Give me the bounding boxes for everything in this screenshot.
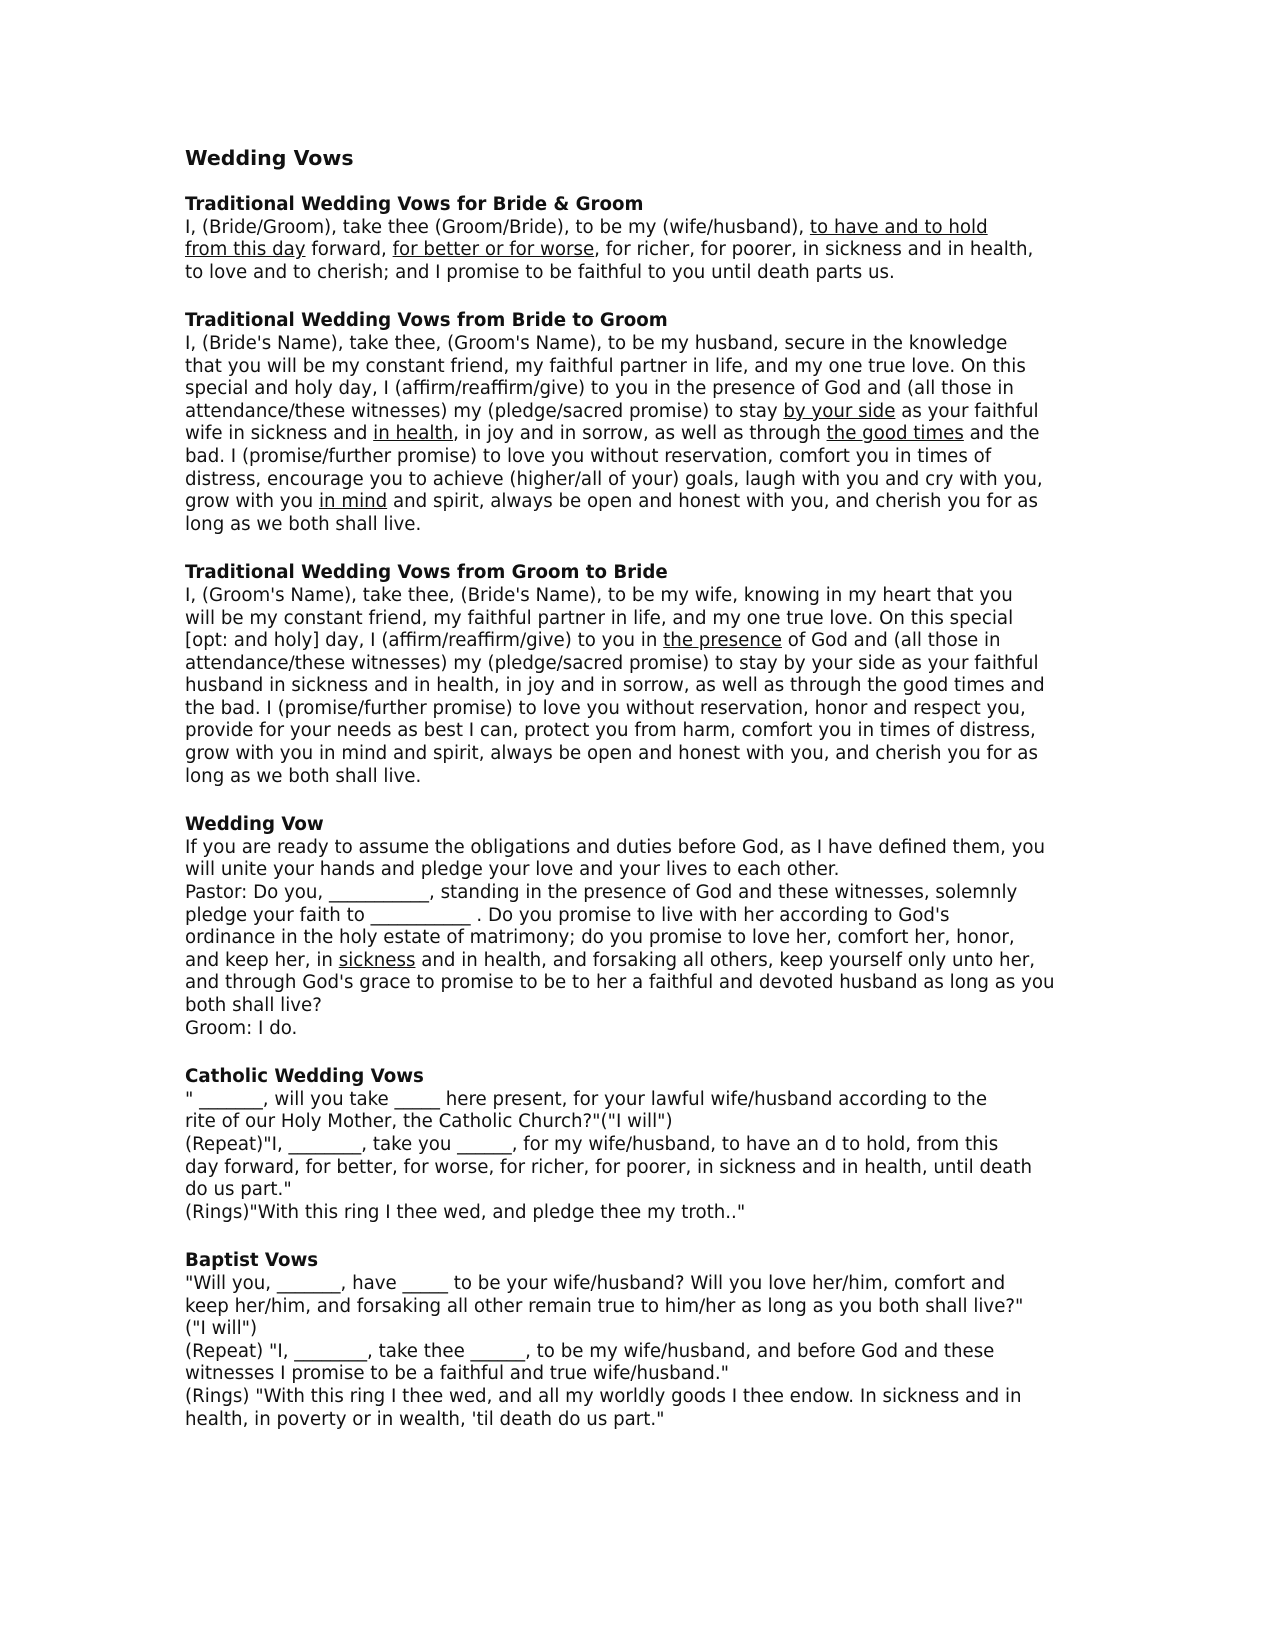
text-run: and spirit, always be open and honest with you, and cherish you for as (387, 491, 1038, 513)
text-run: I, (Bride/Groom), take thee (Groom/Bride), to be my (wife/husband), (185, 216, 810, 238)
text-run: long as we both shall live. (185, 765, 422, 787)
text-line (185, 1157, 1090, 1180)
underlined-phrase: sickness (338, 949, 416, 971)
text-run: (Repeat) "I, ________, take thee ______, to be my wife/husband, and before God and these (185, 1340, 995, 1362)
text-run: "Will you, _______, have _____ to be your wife/husband? Will you love her/him, comfort and (185, 1272, 1006, 1294)
vow-section (185, 1250, 1090, 1431)
text-run: provide for your needs as best I can, protect you from harm, comfort you in times of distress, (185, 720, 1036, 742)
text-run: will unite your hands and pledge your love and your lives to each other. (185, 859, 840, 881)
text-line (185, 378, 1090, 401)
text-run: ("I will") (185, 1318, 258, 1340)
text-run: and the (963, 423, 1040, 445)
section-heading: Traditional Wedding Vows from Groom to Bride (185, 562, 668, 584)
section-heading: Traditional Wedding Vows for Bride & Groom (185, 194, 644, 215)
section-body (185, 1273, 1090, 1431)
vow-section (185, 814, 1090, 1040)
text-run: both shall live? (185, 995, 322, 1016)
document-title: Wedding Vows (185, 146, 354, 170)
text-run: keep her/him, and forsaking all other remain true to him/her as long as you both shall live?" (185, 1295, 1024, 1317)
text-run: Pastor: Do you, ___________, standing in the presence of God and these witnesses, solemnly (185, 882, 1018, 904)
document-page (185, 146, 1090, 1457)
text-run: , for richer, for poorer, in sickness and in health, (594, 239, 1034, 261)
text-run: Groom: I do. (185, 1017, 298, 1039)
text-run: attendance/these witnesses) my (pledge/sacred promise) to stay (185, 400, 784, 422)
text-run: forward, (305, 239, 393, 261)
text-run: (Rings) "With this ring I thee wed, and all my worldly goods I thee endow. In sickness and in (185, 1385, 1022, 1407)
text-run: and in health, and forsaking all others, keep yourself only unto her, (415, 949, 1036, 971)
text-run: I, (Bride's Name), take thee, (Groom's Name), to be my husband, secure in the knowledge (185, 332, 1008, 354)
text-run: to love and to cherish; and I promise to be faithful to you until death parts us. (185, 261, 895, 283)
text-run: " _______, will you take _____ here present, for your lawful wife/husband according to the (185, 1088, 988, 1110)
text-line (185, 927, 1090, 950)
section-body (185, 585, 1090, 788)
text-run: will be my constant friend, my faithful partner in life, and my one true love. On this special (185, 607, 1014, 629)
text-run: health, in poverty or in wealth, 'til death do us part." (185, 1408, 665, 1430)
text-line (185, 423, 1090, 446)
section-heading: Baptist Vows (185, 1250, 319, 1272)
text-line (185, 1202, 1090, 1225)
text-line (185, 585, 1090, 608)
underlined-phrase: the presence (663, 630, 782, 652)
section-body (185, 837, 1090, 1040)
text-line (185, 1089, 1090, 1112)
text-run: (Repeat)"I, ________, take you ______, for my wife/husband, to have an d to hold, from this (185, 1133, 999, 1155)
text-run: and through God's grace to promise to be to her a faithful and devoted husband as long as you (185, 972, 1055, 994)
text-line (185, 1386, 1090, 1409)
text-line (185, 1409, 1090, 1432)
text-line (185, 1273, 1090, 1296)
section-heading: Catholic Wedding Vows (185, 1066, 424, 1088)
text-line (185, 333, 1090, 356)
vow-section (185, 562, 1090, 788)
text-run: I, (Groom's Name), take thee, (Bride's Name), to be my wife, knowing in my heart that you (185, 584, 1013, 606)
text-line (185, 882, 1090, 905)
text-run: that you will be my constant friend, my faithful partner in life, and my one true love. On this (185, 355, 1026, 377)
section-heading: Traditional Wedding Vows from Bride to Groom (185, 310, 668, 332)
underlined-phrase: in mind (318, 491, 388, 513)
text-line (185, 859, 1090, 882)
text-run: pledge your faith to ___________ . Do you promise to live with her according to God's (185, 904, 950, 926)
text-line (185, 972, 1090, 995)
section-body (185, 217, 1090, 285)
vow-section (185, 194, 1090, 284)
text-line (185, 1134, 1090, 1157)
text-line (185, 1341, 1090, 1364)
text-run: grow with you in mind and spirit, always be open and honest with you, and cherish you for as (185, 743, 1038, 765)
text-line (185, 653, 1090, 676)
underlined-phrase: to have and to hold (809, 216, 988, 238)
text-line (185, 217, 1090, 240)
text-run: the bad. I (promise/further promise) to love you without reservation, honor and respect you, (185, 697, 1026, 719)
text-run: rite of our Holy Mother, the Catholic Church?"("I will") (185, 1111, 673, 1133)
text-line (185, 905, 1090, 928)
text-run: [opt: and holy] day, I (affirm/reaffirm/give) to you in (185, 630, 664, 652)
text-run: as your faithful (895, 400, 1039, 422)
text-line (185, 1363, 1090, 1386)
text-line (185, 675, 1090, 698)
text-run: of God and (all those in (782, 630, 1001, 652)
underlined-phrase: in health (373, 423, 454, 445)
section-heading: Wedding Vow (185, 814, 324, 836)
text-line (185, 720, 1090, 743)
text-line (185, 1111, 1090, 1134)
text-line (185, 608, 1090, 631)
text-run: do us part." (185, 1179, 292, 1201)
text-line (185, 401, 1090, 424)
text-run: long as we both shall live. (185, 513, 422, 535)
text-run: wife in sickness and (185, 423, 374, 445)
underlined-phrase: the good times (826, 423, 964, 445)
text-line (185, 491, 1090, 514)
text-line (185, 837, 1090, 860)
text-run: special and holy day, I (affirm/reaffirm/give) to you in the presence of God and (all those in (185, 378, 1014, 400)
text-line (185, 514, 1090, 537)
text-run: (Rings)"With this ring I thee wed, and pledge thee my troth.." (185, 1201, 746, 1223)
text-run: witnesses I promise to be a faithful and true wife/husband." (185, 1363, 729, 1385)
text-line (185, 262, 1090, 285)
text-line (185, 446, 1090, 469)
underlined-phrase: for better or for worse (392, 239, 595, 261)
vow-section (185, 1066, 1090, 1224)
text-line (185, 950, 1090, 973)
vow-section (185, 310, 1090, 536)
text-run: distress, encourage you to achieve (higher/all of your) goals, laugh with you and cry with you, (185, 468, 1043, 490)
text-line (185, 766, 1090, 789)
text-run: day forward, for better, for worse, for richer, for poorer, in sickness and in health, until death (185, 1156, 1032, 1178)
text-run: grow with you (185, 491, 319, 513)
text-line (185, 1179, 1090, 1202)
text-run: bad. I (promise/further promise) to love you without reservation, comfort you in times of (185, 445, 992, 467)
section-body (185, 1089, 1090, 1225)
underlined-phrase: by your side (783, 400, 896, 422)
section-body (185, 333, 1090, 536)
text-line (185, 630, 1090, 653)
text-run: , in joy and in sorrow, as well as through (453, 423, 827, 445)
text-line (185, 1318, 1090, 1341)
vow-sections (185, 194, 1090, 1431)
text-line (185, 995, 1090, 1018)
text-line (185, 1296, 1090, 1319)
text-run: and keep her, in (185, 949, 339, 971)
text-line (185, 239, 1090, 262)
text-run: ordinance in the holy estate of matrimony; do you promise to love her, comfort her, honor, (185, 927, 1015, 949)
text-line (185, 1018, 1090, 1041)
text-line (185, 743, 1090, 766)
text-line (185, 698, 1090, 721)
text-run: husband in sickness and in health, in joy and in sorrow, as well as through the good times and (185, 675, 1045, 697)
text-line (185, 356, 1090, 379)
underlined-phrase: from this day (185, 239, 306, 261)
text-run: attendance/these witnesses) my (pledge/sacred promise) to stay by your side as your faithful (185, 652, 1039, 674)
text-line (185, 469, 1090, 492)
text-run: If you are ready to assume the obligations and duties before God, as I have defined them, you (185, 836, 1046, 858)
